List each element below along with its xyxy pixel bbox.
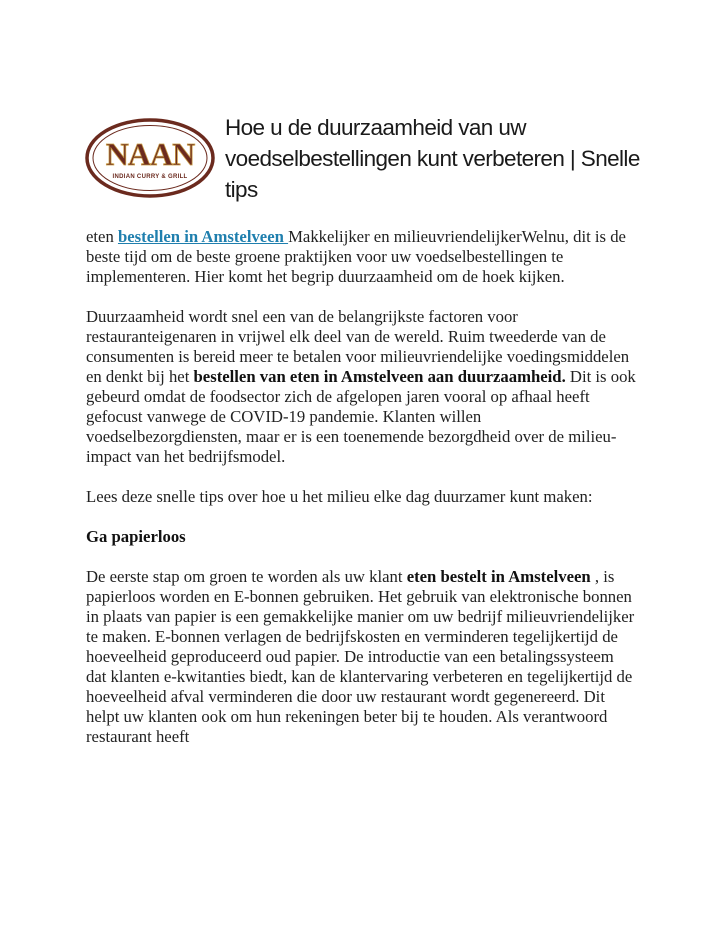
paragraph-intro — [86, 227, 638, 287]
page-title: Hoe u de duurzaamheid van uw voedselbestellingen kunt verbeteren | Snelle tips — [225, 115, 640, 202]
intro-text-start: eten — [86, 227, 118, 246]
paperless-text-end: , is papierloos worden en E-bonnen gebruiken. Het gebruik van elektronische bonnen in plaats van papier is een gemakkelijke manier om uw bedrijf milieuvriendelijker te maken. E-bonnen verlagen de bedrijfskosten en verminderen tegelijkertijd de hoeveelheid geproduceerd oud papier. De introductie van een betalingssysteem dat klanten e-kwitanties biedt, kan de klantervaring verbeteren en tegelijkertijd de hoeveelheid afval verminderen die door uw restaurant wordt gegenereerd. Dit helpt uw klanten ook om hun rekeningen beter bij te houden. Als verantwoord restaurant heeft — [86, 567, 635, 746]
logo-subtitle: INDIAN CURRY & GRILL — [112, 174, 188, 180]
paragraph-paperless — [86, 567, 638, 747]
paragraph-sustainability — [86, 307, 638, 467]
naan-logo — [84, 117, 216, 199]
paperless-bold-text: eten bestelt in Amstelveen — [406, 567, 591, 586]
section-heading-paperless: Ga papierloos — [86, 527, 186, 546]
sustainability-text-end: Dit is ook gebeurd omdat de foodsector zich de afgelopen jaren vooral op afhaal heeft gefocust vanwege de COVID-19 pandemie. Klanten willen voedselbezorgdiensten, maar er is een toenemende bezorgdheid over de milieu-impact van het bedrijfsmodel. — [86, 367, 636, 466]
sustainability-text-start: Duurzaamheid wordt snel een van de belangrijkste factoren voor restauranteigenaren in vrijwel elk deel van de wereld. Ruim tweederde van de consumenten is bereid meer te betalen voor milieuvriendelijke voedingsmiddelen en denkt bij het — [86, 307, 630, 386]
paperless-text-start: De eerste stap om groen te worden als uw klant — [86, 567, 407, 586]
order-amstelveen-link[interactable]: bestellen in Amstelveen — [117, 227, 289, 246]
naan-logo-graphic — [84, 117, 216, 199]
paragraph-tips-intro: Lees deze snelle tips over hoe u het milieu elke dag duurzamer kunt maken: — [86, 487, 593, 506]
sustainability-bold-text: bestellen van eten in Amstelveen aan duurzaamheid. — [193, 367, 566, 386]
article-body — [86, 227, 638, 767]
logo-wordmark: NAAN — [105, 136, 195, 172]
intro-text-end: Makkelijker en milieuvriendelijkerWelnu, dit is de beste tijd om de beste groene praktijken voor uw voedselbestellingen te implementeren. Hier komt het begrip duurzaamheid om de hoek kijken. — [86, 227, 626, 286]
